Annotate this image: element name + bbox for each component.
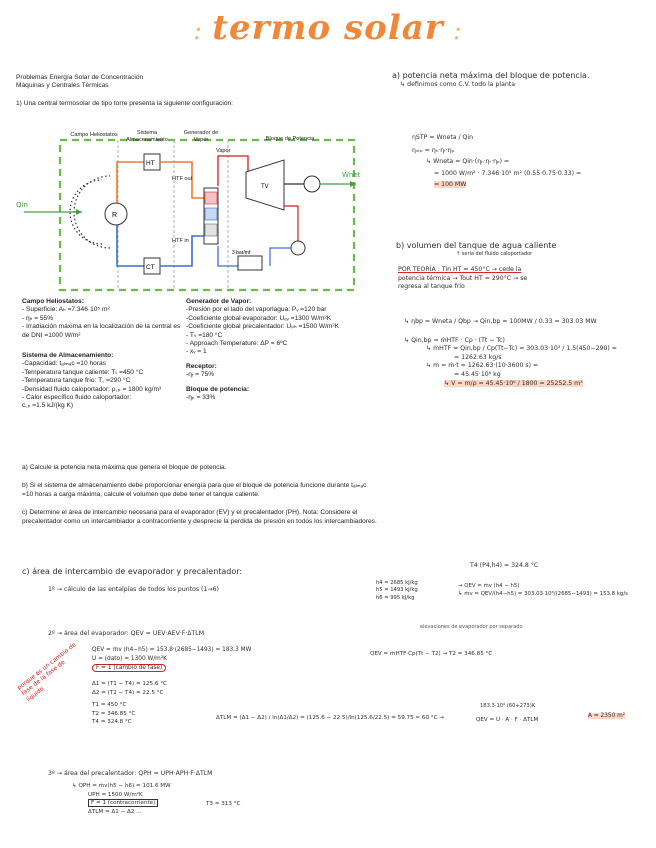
- notes-c-lmtd: ΔTLM = (Δ1 − Δ2) / ln(Δ1/Δ2) = (125.6 − 22.5)/ln(125.6/22.5) = 59.75 ≈ 60 °C →: [216, 715, 444, 721]
- notes-c-q-ev: QEV = U · A · F · ΔTLM: [476, 717, 539, 723]
- notes-c-step2: 2º → área del evaporador: QEV = UEV·AEV·F·ΔTLM: [48, 630, 205, 637]
- generator-item: -Coeficiente global evaporador: Uₑᵥ =1300 W/m²K: [186, 314, 332, 322]
- notes-b-eq7: [444, 380, 650, 389]
- notes-c-q2: ↳ ṁv = QEV/(h4−h5) = 303.03·10³/(2685−1493) = 153.8 kg/s: [458, 591, 628, 597]
- storage-item: -Densidad fluido caloportador: ρ꜀ₚ = 1800 kg/m³: [22, 385, 162, 393]
- page-title: : termo solar :: [193, 8, 463, 48]
- notes-b-sub: ↑ sería del fluido caloportador: [456, 251, 533, 257]
- notes-b-theory3: regresa al tanque frío: [398, 283, 465, 291]
- generator-item: -Coeficiente global precalentador: Uₚₕ =1500 W/m²K: [186, 323, 340, 331]
- storage-title: Sistema de Almacenamiento:: [22, 352, 114, 360]
- label-block: Bloque de Potencia: [265, 136, 315, 142]
- notes-c-d1: Δ1 = (T1 − T4) = 125.6 °C: [92, 681, 167, 687]
- notes-b-result: ↳ V = m/ρ = 45.45·10⁶ / 1800 = 25252.5 m³: [444, 379, 583, 387]
- notes-c-d2: Δ2 = (T2 − T4) = 22.5 °C: [92, 689, 164, 696]
- notes-c-c3-text: F = 1 (cambio de fase): [92, 664, 166, 672]
- storage-item: c꜀ₚ =1.5 kJ/(kg K): [22, 402, 74, 410]
- data-right: [186, 298, 362, 402]
- title-text: termo solar: [212, 8, 444, 48]
- notes-a-work: [412, 134, 648, 190]
- notes-b-theory: [398, 266, 650, 292]
- notes-a-eq1: ηSTP = Ẇneta / Qin: [412, 134, 474, 141]
- label-qin: Qin: [16, 201, 28, 209]
- label-vapor: Vapor: [216, 148, 231, 154]
- condenser-circle: [291, 241, 305, 255]
- notes-b: [396, 240, 650, 258]
- receiver-label: R: [112, 212, 118, 219]
- red-margin-note: porque es un cambio de fase de la fase de líquido: [16, 641, 78, 704]
- storage-item: - Calor específico fluido caloportador:: [22, 394, 132, 402]
- hot-tank-label: HT: [146, 160, 155, 167]
- notes-c-p2: UPH = 1500 W/m²K: [88, 791, 143, 798]
- notes-c-d5: T4 = 324.8 °C: [92, 719, 132, 725]
- notes-c-h6: h6 = 995 kJ/kg: [376, 594, 415, 601]
- notes-b-eq3: ↳ ṁHTF = Qin,bp / Cp(Tt−Tc) = 303.03·10³ / 1.5(450−290) =: [426, 345, 617, 353]
- question-c: c) Determine el área de intercambio necesaria para el evaporador (EV) y el precalentador (PH). Nota: Considere el precalentador como un intercambiador a contracorriente y desprecie la perdida de presión en todos los intercambiadores.: [22, 509, 377, 525]
- notes-b-eq4: = 1262.63 kg/s: [454, 353, 502, 361]
- generator-item: -Presión por el lado del vaporlagua: Pᵥ =120 bar: [186, 306, 327, 314]
- data-left: [22, 298, 184, 411]
- notes-a: [392, 70, 648, 90]
- plant-diagram-svg: [22, 126, 361, 296]
- label-generator: Generador de Vapor: [183, 130, 219, 144]
- storage-item: -Capacidad: tₐₗₘₐc =10 horas: [22, 360, 106, 368]
- notes-c-t4: T4 (P4,h4) = 324.8 °C: [470, 562, 539, 569]
- plant-diagram: [16, 126, 361, 296]
- notes-c-h4: h4 = 2685 kJ/kg: [376, 580, 418, 586]
- label-field: Campo Heliostatos: [70, 132, 118, 138]
- notes-a-eq4: = 1000 W/m² · 7.346·10⁵ m² (0.55·0.75·0.33) =: [434, 169, 582, 177]
- notes-a-result: = 100 MW: [434, 181, 467, 189]
- notes-a-eq5: [434, 181, 648, 190]
- notes-b-eq2: ↳ Qin,bp = ṁHTF · Cp · (Tt − Tc): [404, 336, 505, 344]
- notes-c-p3-row: [88, 799, 322, 808]
- notes-c-c4: QEV = ṁHTF·Cp(Tt − T2) → T2 = 346.85 °C: [370, 651, 493, 657]
- notes-c-top-vals: 183.3·10⁶ (60+273)K: [480, 703, 536, 709]
- turbine-label: TV: [261, 184, 269, 190]
- receiver-item: -ηᵣ = 75%: [186, 371, 215, 379]
- header-line-1: Problemas Energía Solar de Concentración: [16, 74, 144, 81]
- notes-c-flow: [458, 582, 652, 598]
- notes-b-eq1: ↳ ηbp = Ẇneta / Qbp → Qin,bp = 100MW / 0.33 = 303.03 MW: [404, 318, 597, 325]
- notes-b-work: [404, 318, 650, 388]
- notes-b-heading: b) volumen del tanque de agua caliente: [396, 241, 557, 250]
- notes-c-c2: U = (dato) = 1300 W/m²K: [92, 656, 167, 662]
- pump-box: [238, 256, 262, 270]
- block-title: Bloque de potencia:: [186, 385, 250, 393]
- problem-statement: 1) Una central termosolar de tipo torre presenta la siguiente configuración:: [16, 99, 233, 107]
- notes-c-p3: F = 1 (contracorriente): [88, 799, 158, 807]
- heliostat-item: - ηₕ = 55%: [22, 314, 54, 322]
- notes-c-q1: → QEV = ṁv (h4 − h5): [458, 583, 520, 589]
- notes-b-eq5: ↳ m = ṁ·t = 1262.63·(10·3600 s) =: [426, 362, 539, 370]
- notes-b-theory2: potencia térmica → Tout HT = 290°C → se: [398, 274, 528, 282]
- question-a: a) Calcule la potencia neta máxima que genera el bloque de potencia.: [22, 464, 227, 471]
- generator-item: - xᵥ = 1: [186, 348, 207, 356]
- notes-b-theory1-text: POR TEORÍA : Tin HT = 450°C → cede la: [398, 266, 522, 273]
- notes-c-side-note: elevaciones de evaporador por separado: [420, 624, 523, 630]
- storage-item: -Temperatura tanque frío: T꜀ =290 °C: [22, 377, 131, 385]
- notes-c-step3: 3º → área del precalentador: QPH = UPH·APH·F·ΔTLM: [48, 770, 213, 777]
- heliostat-item: - Superficie: Aₕ =7.346·10⁵ m²: [22, 306, 110, 314]
- generator-item: - Approach Temperature: ΔP = 6ºC: [186, 340, 288, 348]
- generator-title: Generador de Vapor:: [186, 298, 252, 305]
- receiver-title: Receptor:: [186, 362, 217, 370]
- label-htf-out: HTF out: [172, 176, 193, 182]
- questions: [22, 464, 378, 526]
- notes-c-step1: 1º → cálculo de las entalpías de todos los puntos (1→6): [48, 586, 219, 593]
- notes-c-area: [588, 712, 652, 721]
- notes-b-theory1: [398, 266, 650, 275]
- label-wnet: Ẇnet: [342, 171, 361, 179]
- notes-c-ev-values: [92, 646, 362, 673]
- notes-c-p1: ↳ QPH = ṁv(h5 − h6) = 101.6 MW: [72, 783, 171, 789]
- notes-c-deltas: [92, 680, 202, 727]
- label-htf-in: HTF in: [172, 238, 189, 244]
- notes-c-enthalpies: [376, 580, 456, 602]
- notes-c-h5: h5 = 1493 kJ/kg: [376, 587, 418, 594]
- notes-c-c1: QEV = ṁv (h4−h5) = 153.8·(2685−1493) = 183.3 MW: [92, 647, 252, 653]
- notes-a-eq3: ↳ Ẇneta = Qin·(ηₕ·ηᵣ·ηₚ) =: [426, 158, 510, 166]
- block-item: -ηₚ = 33%: [186, 394, 216, 402]
- notes-c-d4: T2 = 346.85 °C: [92, 710, 136, 717]
- generator-circle: [304, 176, 320, 192]
- generator-item: - Tₛ =180 °C: [186, 331, 223, 339]
- notes-a-sub: ↳ definimos como C.V. todo la planta: [400, 81, 515, 88]
- heliostat-item: - Irradiación máxima en la localización de la central es de DNI =1000 W/m²: [22, 323, 181, 339]
- notes-a-eq2: ηₛₜₚ = ηₕ·ηᵣ·ηₚ: [412, 146, 455, 154]
- notes-c-heading: c) área de intercambio de evaporador y precalentador:: [22, 567, 243, 576]
- cold-tank-label: CT: [146, 264, 155, 271]
- document-header: [16, 74, 316, 108]
- condenser-label: 3 bar/mf: [232, 250, 251, 256]
- notes-c-p4: T3 = 313 °C: [206, 801, 241, 807]
- notes-c-p5: ΔTLM = Δ1 − Δ2 ...: [88, 808, 142, 815]
- question-b: b) Si el sistema de almacenamiento debe proporcionar energía para que el bloque de potencia funcione durante tₐₗₘₐc =10 horas a carga máxima, calcule el volumen que debe tener el tanque caliente.: [22, 482, 367, 498]
- header-line-2: Máquinas y Centrales Térmicas: [16, 82, 109, 90]
- label-storage: Sistema Almacenamiento: [126, 130, 168, 144]
- heliostat-title: Campo Heliostatos:: [22, 298, 84, 305]
- storage-item: -Temperatura tanque caliente: Tₜ =450 °C: [22, 368, 144, 376]
- notes-c-c3: [92, 664, 362, 673]
- notes-b-eq6: = 45.45·10⁶ kg: [454, 370, 501, 378]
- notes-a-heading: a) potencia neta máxima del bloque de potencia.: [392, 71, 590, 80]
- notes-c-area-text: A = 2350 m²: [588, 713, 626, 719]
- notes-c-d3: T1 = 450 °C: [92, 702, 127, 708]
